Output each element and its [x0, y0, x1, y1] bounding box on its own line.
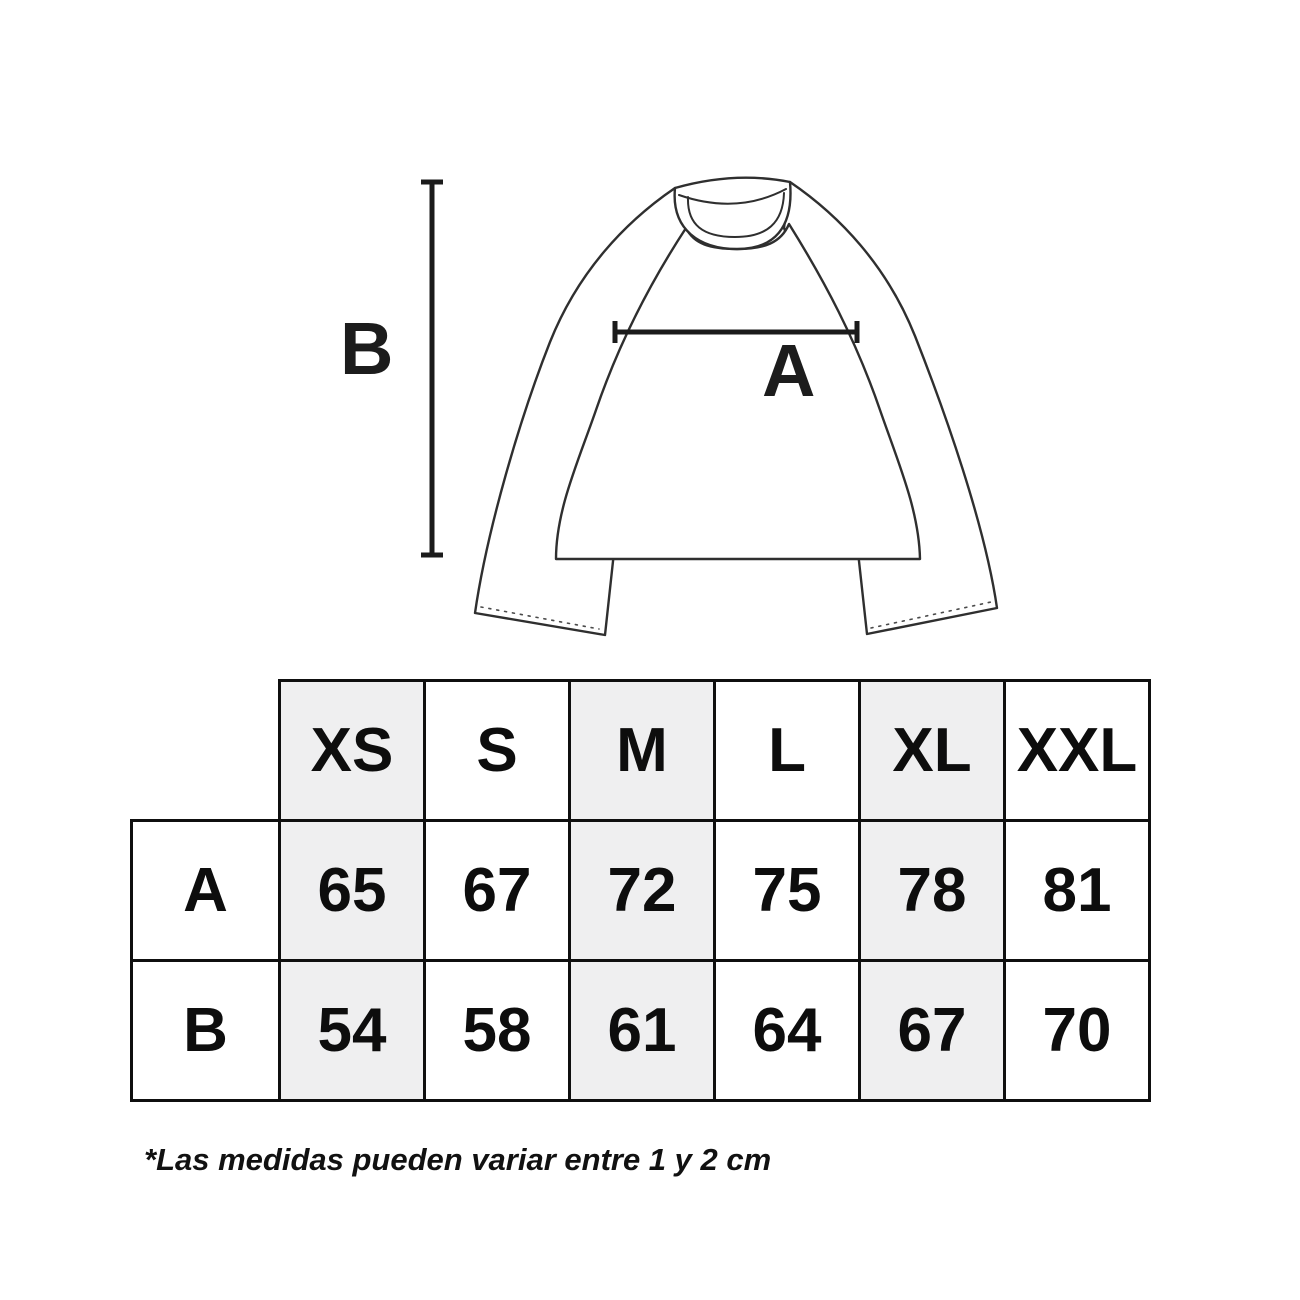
table-header-row	[132, 681, 1150, 821]
diagram-label-a: A	[762, 329, 816, 412]
size-header-xl: XL	[860, 681, 1005, 821]
size-header-xs: XS	[280, 681, 425, 821]
size-header-xxl: XXL	[1005, 681, 1150, 821]
cell-b-m: 61	[570, 961, 715, 1101]
measure-line-b	[421, 182, 443, 555]
table-row-a	[132, 821, 1150, 961]
cell-b-xl: 67	[860, 961, 1005, 1101]
footnote: *Las medidas pueden variar entre 1 y 2 cm	[144, 1142, 772, 1177]
cell-b-xxl: 70	[1005, 961, 1150, 1101]
table-corner-blank	[132, 681, 280, 821]
table-row-b	[132, 961, 1150, 1101]
row-label-b: B	[132, 961, 280, 1101]
cell-a-s: 67	[425, 821, 570, 961]
cell-a-xs: 65	[280, 821, 425, 961]
cell-b-xs: 54	[280, 961, 425, 1101]
size-header-s: S	[425, 681, 570, 821]
cell-b-s: 58	[425, 961, 570, 1101]
diagram-label-b: B	[340, 307, 394, 390]
size-header-m: M	[570, 681, 715, 821]
cell-a-l: 75	[715, 821, 860, 961]
size-header-l: L	[715, 681, 860, 821]
cell-a-m: 72	[570, 821, 715, 961]
row-label-a: A	[132, 821, 280, 961]
cell-a-xxl: 81	[1005, 821, 1150, 961]
size-chart-table	[130, 679, 1151, 1102]
cell-b-l: 64	[715, 961, 860, 1101]
cell-a-xl: 78	[860, 821, 1005, 961]
